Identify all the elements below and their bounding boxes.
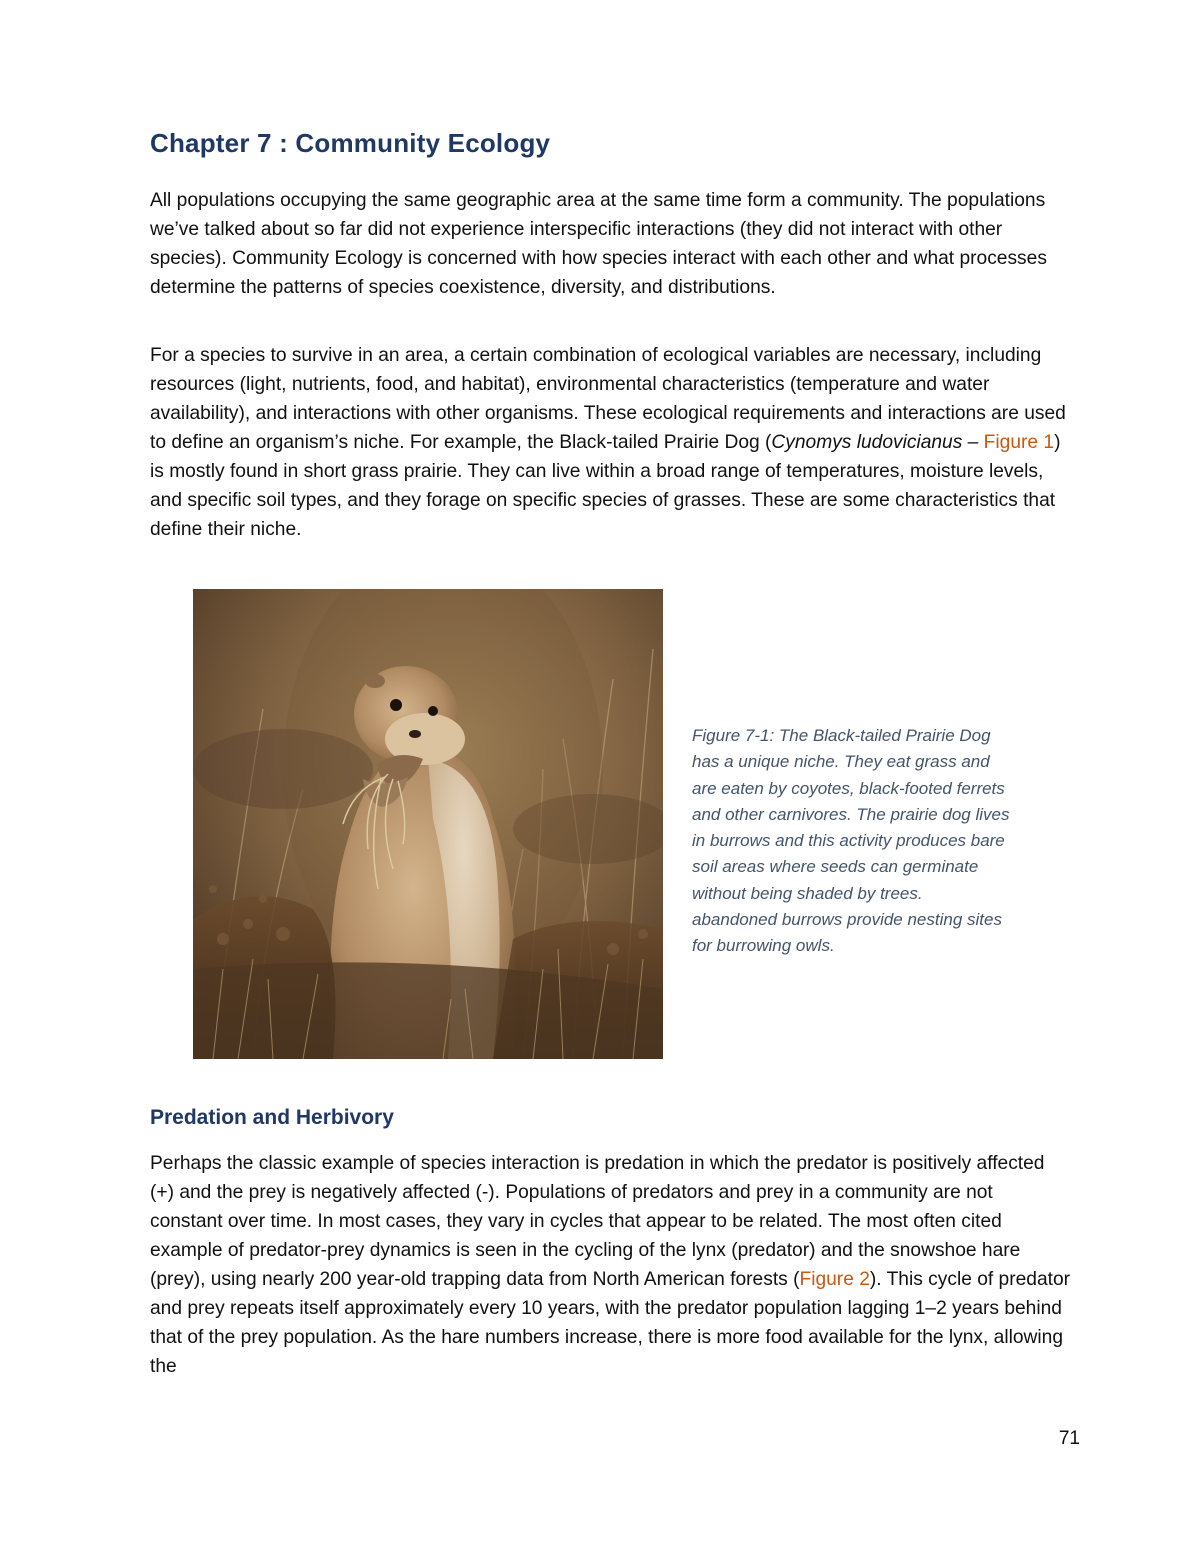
figure-2-link[interactable]: Figure 2 [799, 1269, 870, 1290]
predation-paragraph [150, 1149, 1070, 1381]
prairie-dog-photo [193, 589, 663, 1059]
figure-caption: Figure 7-1: The Black-tailed Prairie Dog has a unique niche. They eat grass and are eaten by coyotes, black-footed ferrets and other carnivores. The prairie dog lives in burrows and this activity produces bare soil areas where seeds can germinate without being shaded by trees. abandoned burrows provide nesting sites for burrowing owls. [692, 726, 1010, 956]
intro-paragraph-2-text-a: For a species to survive in an area, a certain combination of ecological variables are necessary, including resources (light, nutrients, food, and habitat), environmental characteristics (temperature and water availability), and interactions with other organisms. These ecological requirements and interactions are used to define an organism’s niche. For example, the Black-tailed Prairie Dog ( [150, 345, 1066, 453]
page-number: 71 [1058, 1428, 1080, 1449]
intro-paragraph-2-text-b: ) is mostly found in short grass prairie. They can live within a broad range of temperatures, moisture levels, and specific soil types, and they forage on specific species of grasses. These are some characteristics that define their niche. [150, 432, 1061, 540]
chapter-title: Chapter 7 : Community Ecology [150, 128, 551, 158]
intro-paragraph-1: All populations occupying the same geographic area at the same time form a community. The populations we’ve talked about so far did not experience interspecific interactions (they did not interact with other species). Community Ecology is concerned with how species interact with each other and what processes determine the patterns of species coexistence, diversity, and distributions. [150, 190, 1047, 298]
intro-paragraph-2 [150, 341, 1070, 544]
predation-paragraph-text-a: Perhaps the classic example of species interaction is predation in which the predator is positively affected (+) and the prey is negatively affected (-). Populations of predators and prey in a community are not constant over time. In most cases, they vary in cycles that appear to be related. The most often cited example of predator-prey dynamics is seen in the cycling of the lynx (predator) and the snowshoe hare (prey), using nearly 200 year-old trapping data from North American forests ( [150, 1153, 1045, 1290]
intro-paragraph-2-dash: – [962, 432, 984, 453]
predation-paragraph-text-b: ). This cycle of predator and prey repeats itself approximately every 10 years, with the predator population lagging 1–2 years behind that of the prey population. As the hare numbers increase, there is more food available for the lynx, allowing the [150, 1269, 1071, 1377]
species-name: Cynomys ludovicianus [771, 432, 963, 453]
section-heading-predation: Predation and Herbivory [150, 1106, 394, 1129]
figure-1-link[interactable]: Figure 1 [983, 432, 1055, 453]
